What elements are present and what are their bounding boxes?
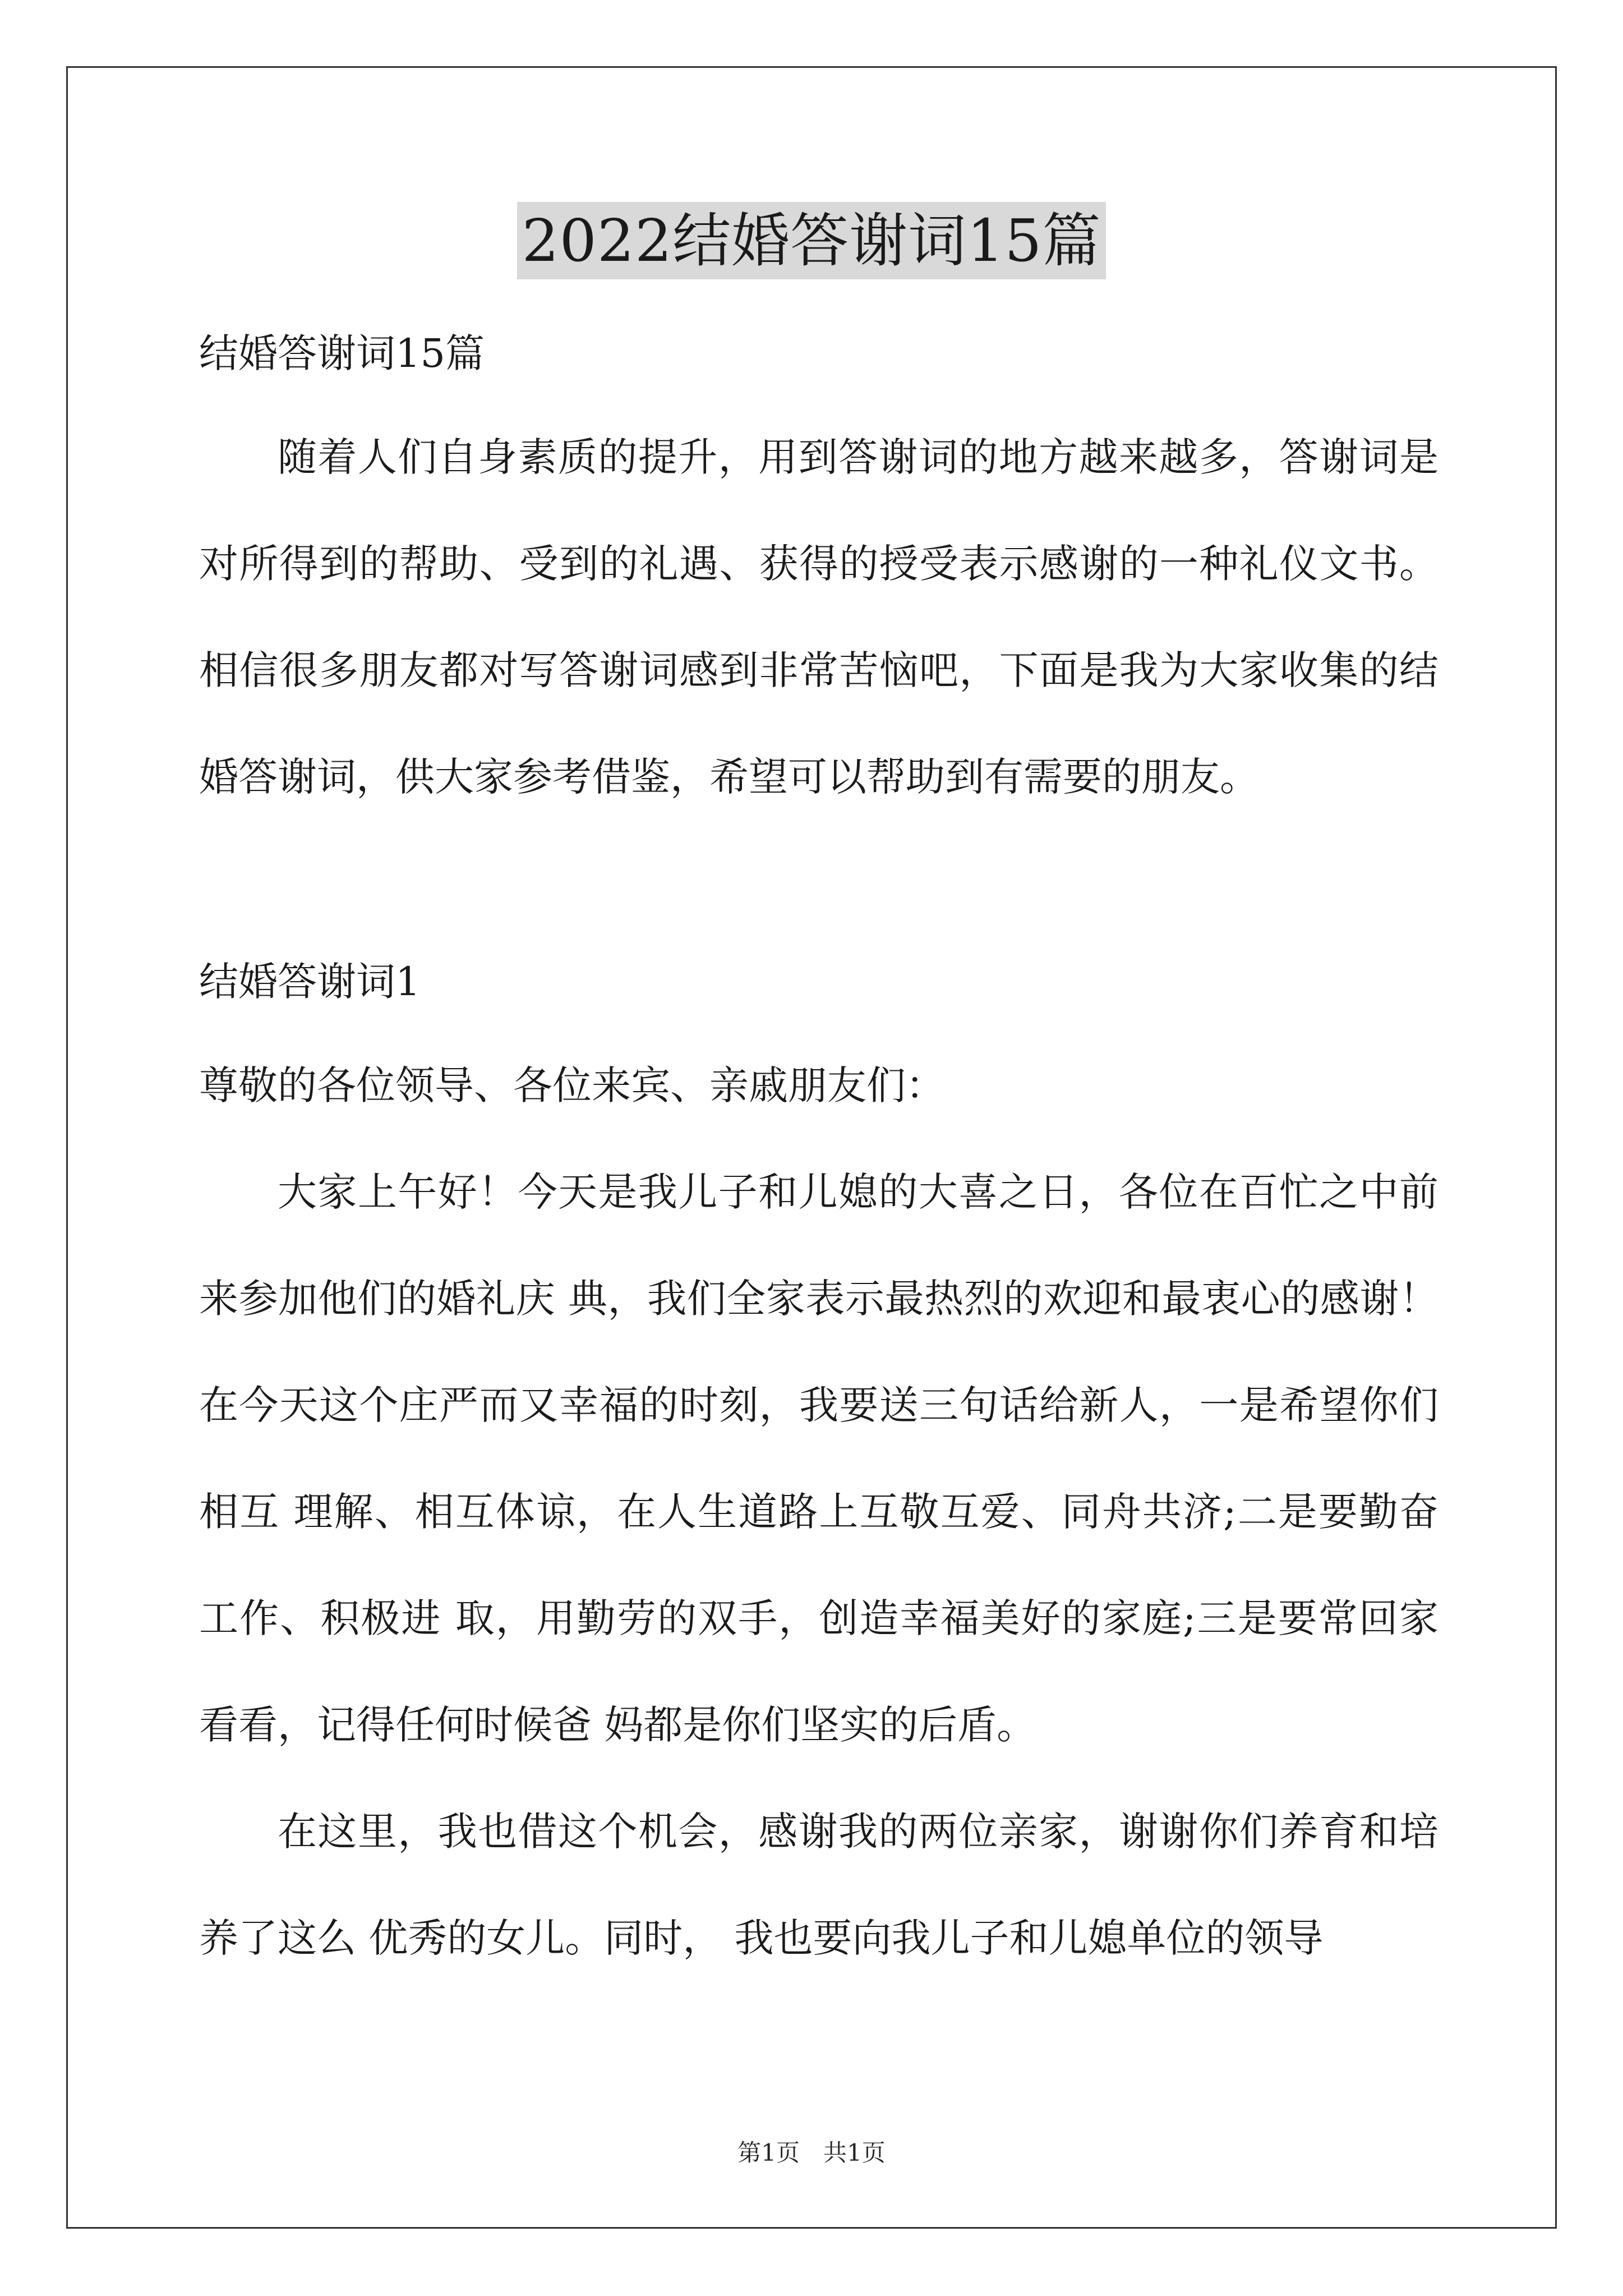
page-footer: 第1页 共1页 bbox=[737, 2139, 886, 2166]
body-paragraph: 大家上午好！今天是我儿子和儿媳的大喜之日，各位在百忙之中前来参加他们的婚礼庆 典，我们全家表示最热烈的欢迎和最衷心的感谢！在今天这个庄严而又幸福的时刻，我要送三句话给新人，一是希望你们相互 理解、相互体谅，在人生道路上互敬互爱、同舟共济;二是要勤奋工作、积极进 取，用勤劳的双手，创造幸福美好的家庭;三是要常回家看看，记得任何时候爸 妈都是你们坚实的后盾。 bbox=[199, 1169, 1438, 1748]
document-title: 2022结婚答谢词15篇 bbox=[517, 202, 1105, 279]
section-heading: 结婚答谢词1 bbox=[199, 959, 421, 1005]
body-paragraph: 在这里，我也借这个机会，感谢我的两位亲家，谢谢你们养育和培养了这么 优秀的女儿。同时， 我也要向我儿子和儿媳单位的领导 bbox=[199, 1809, 1438, 1961]
greeting-line: 尊敬的各位领导、各位来宾、亲戚朋友们： bbox=[199, 1062, 945, 1108]
document-subtitle: 结婚答谢词15篇 bbox=[199, 330, 485, 376]
intro-paragraph: 随着人们自身素质的提升，用到答谢词的地方越来越多，答谢词是对所得到的帮助、受到的礼遇、获得的授受表示感谢的一种礼仪文书。相信很多朋友都对写答谢词感到非常苦恼吧，下面是我为大家收集的结婚答谢词，供大家参考借鉴，希望可以帮助到有需要的朋友。 bbox=[199, 434, 1438, 800]
document-body bbox=[199, 303, 1438, 1991]
title-container bbox=[0, 202, 1623, 279]
